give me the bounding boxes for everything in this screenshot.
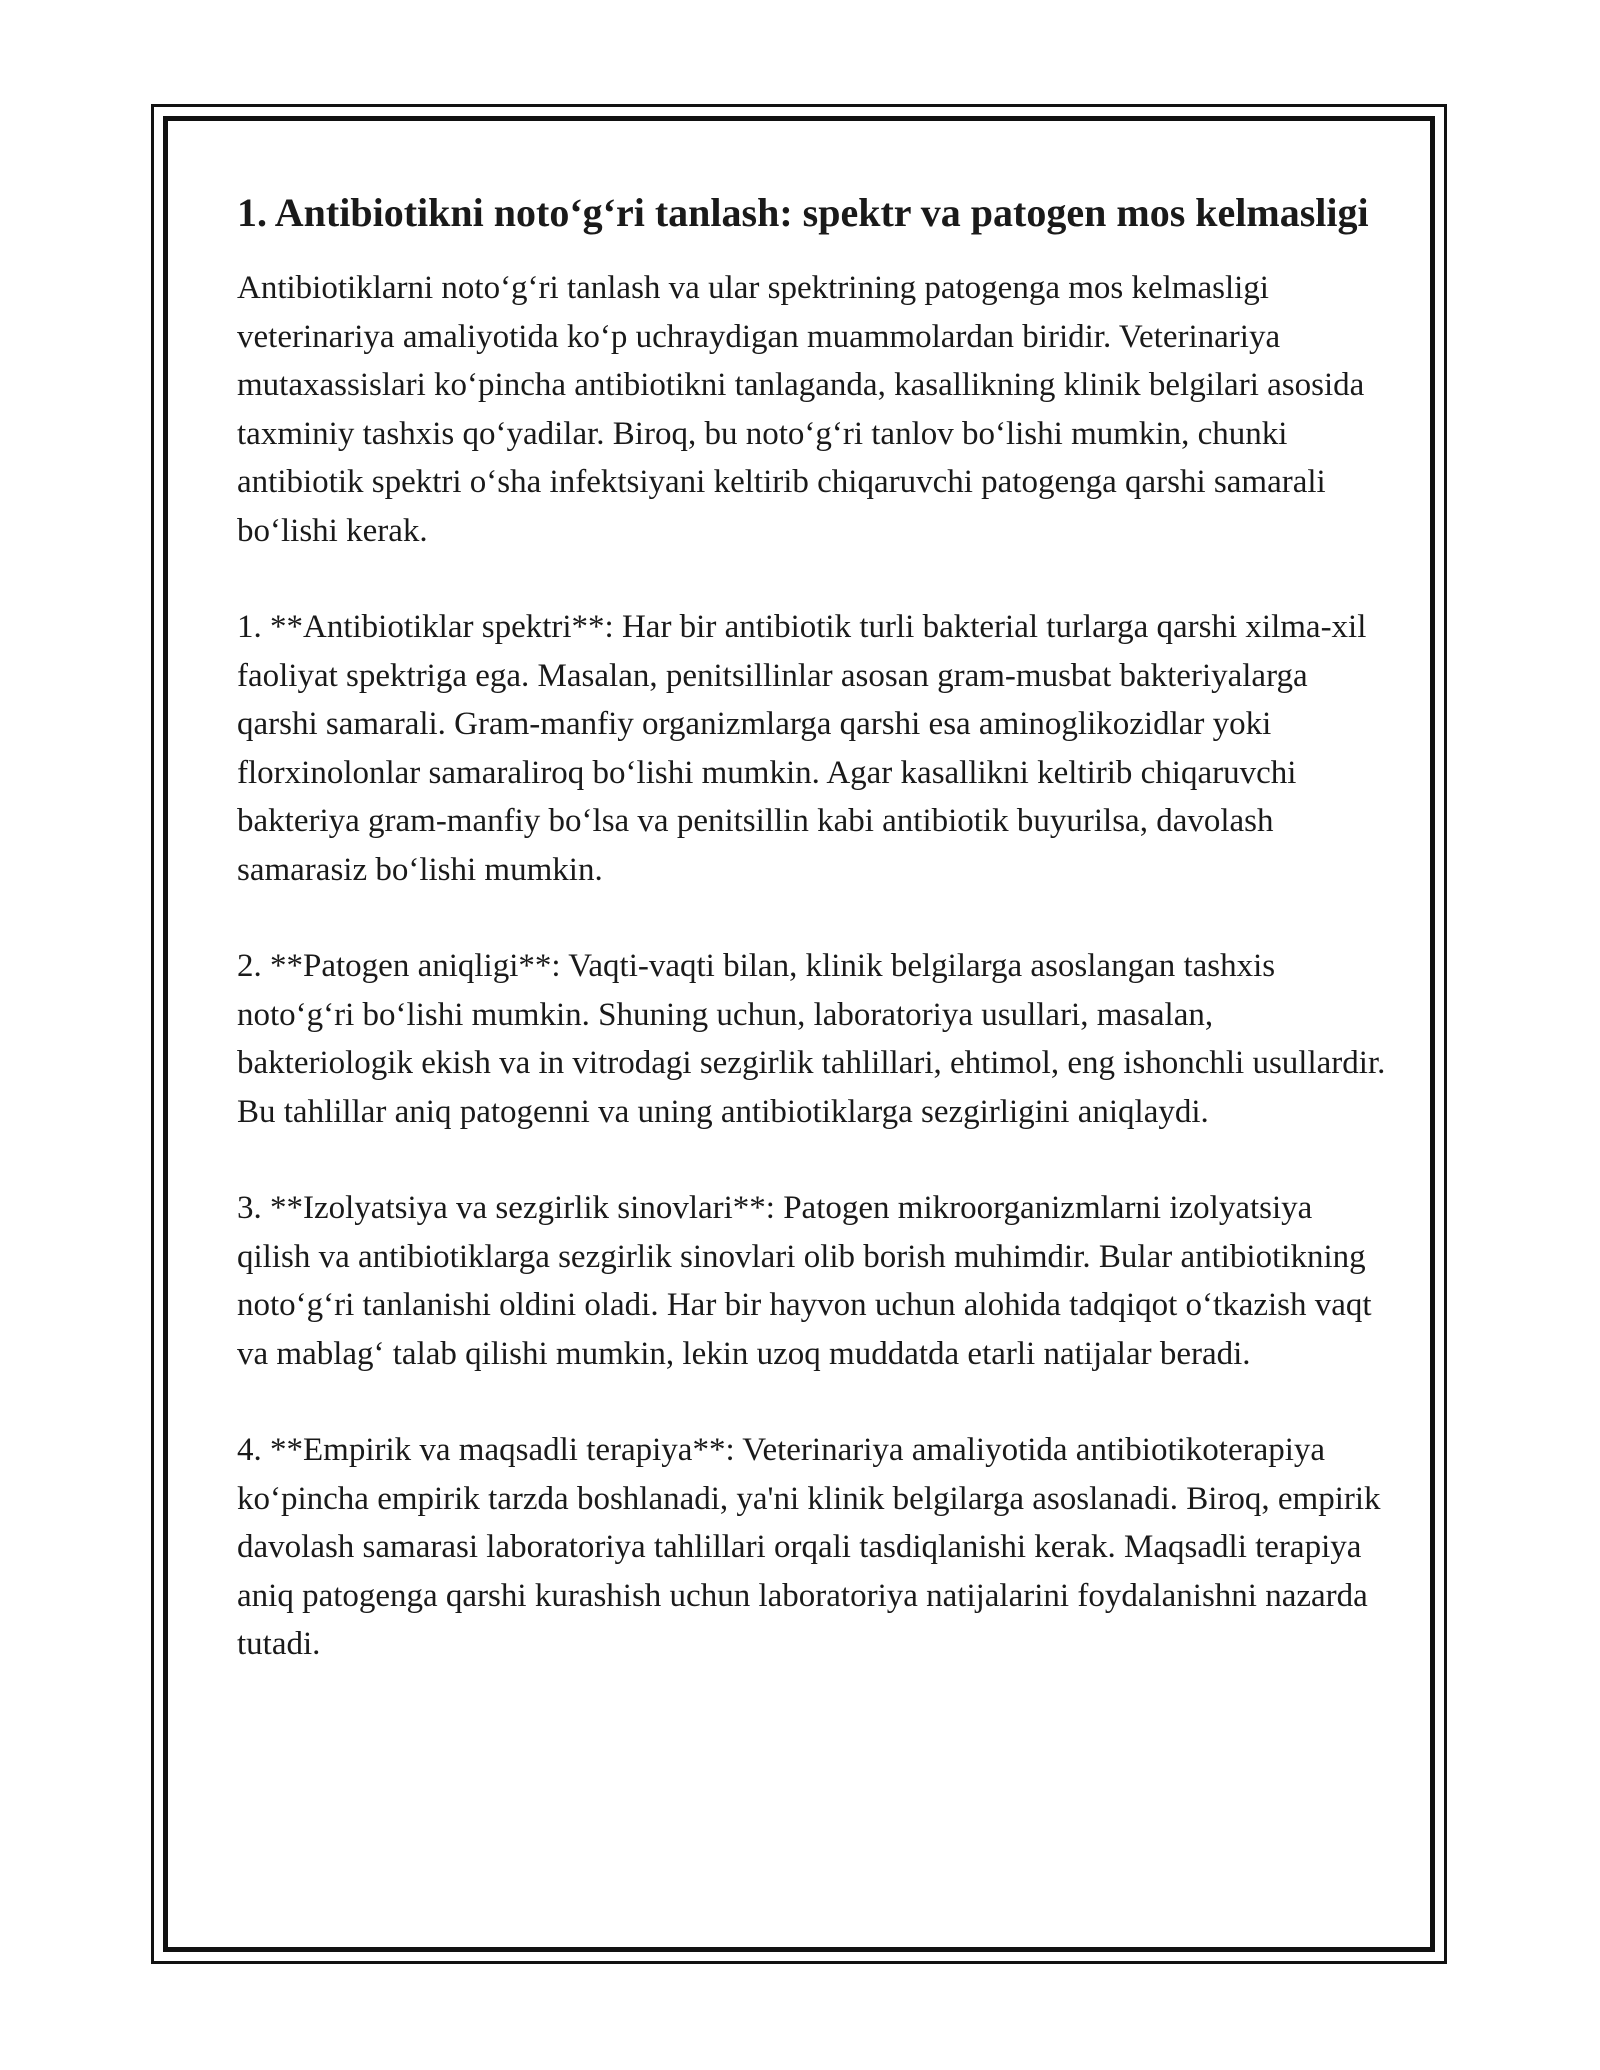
intro-paragraph: Antibiotiklarni noto‘g‘ri tanlash va ular spektrining patogenga mos kelmasligi veterinariya amaliyotida ko‘p uchraydigan muammolardan biridir. Veterinariya mutaxassislari ko‘pincha antibiotikni tanlaganda, kasallikning klinik belgilari asosida taxminiy tashxis qo‘yadilar. Biroq, bu noto‘g‘ri tanlov bo‘lishi mumkin, chunki antibiotik spektri o‘sha infektsiyani keltirib chiqaruvchi patogenga qarshi samarali bo‘lishi kerak. bbox=[237, 270, 1365, 549]
paragraph-isolation-sensitivity: 3. **Izolyatsiya va sezgirlik sinovlari**: Patogen mikroorganizmlarni izolyatsiya qilish va antibiotiklarga sezgirlik sinovlari olib borish muhimdir. Bular antibiotikning noto‘g‘ri tanlanishi oldini oladi. Har bir hayvon uchun alohida tadqiqot o‘tkazish vaqt va mablag‘ talab qilishi mumkin, lekin uzoq muddatda etarli natijalar beradi. bbox=[237, 1190, 1372, 1372]
paragraph-empirical-targeted-therapy: 4. **Empirik va maqsadli terapiya**: Veterinariya amaliyotida antibiotikoterapiya ko‘pincha empirik tarzda boshlanadi, ya'ni klinik belgilarga asoslanadi. Biroq, empirik davolash samarasi laboratoriya tahlillari orqali tasdiqlanishi kerak. Maqsadli terapiya aniq patogenga qarshi kurashish uchun laboratoriya natijalarini foydalanishni nazarda tutadi. bbox=[237, 1432, 1381, 1662]
paragraph-antibiotic-spectrum: 1. **Antibiotiklar spektri**: Har bir antibiotik turli bakterial turlarga qarshi xilma-xil faoliyat spektriga ega. Masalan, penitsillinlar asosan gram-musbat bakteriyalarga qarshi samarali. Gram-manfiy organizmlarga qarshi esa aminoglikozidlar yoki florxinolonlar samaraliroq bo‘lishi mumkin. Agar kasallikni keltirib chiqaruvchi bakteriya gram-manfiy bo‘lsa va penitsillin kabi antibiotik buyurilsa, davolash samarasiz bo‘lishi mumkin. bbox=[237, 609, 1367, 888]
document-body bbox=[237, 186, 1387, 1717]
paragraph-pathogen-accuracy: 2. **Patogen aniqligi**: Vaqti-vaqti bilan, klinik belgilarga asoslangan tashxis noto‘g‘ri bo‘lishi mumkin. Shuning uchun, laboratoriya usullari, masalan, bakteriologik ekish va in vitrodagi sezgirlik tahlillari, ehtimol, eng ishonchli usullardir. Bu tahlillar aniq patogenni va uning antibiotiklarga sezgirligini aniqlaydi. bbox=[237, 948, 1386, 1130]
section-heading: 1. Antibiotikni noto‘g‘ri tanlash: spektr va patogen mos kelmasligi bbox=[237, 190, 1369, 235]
